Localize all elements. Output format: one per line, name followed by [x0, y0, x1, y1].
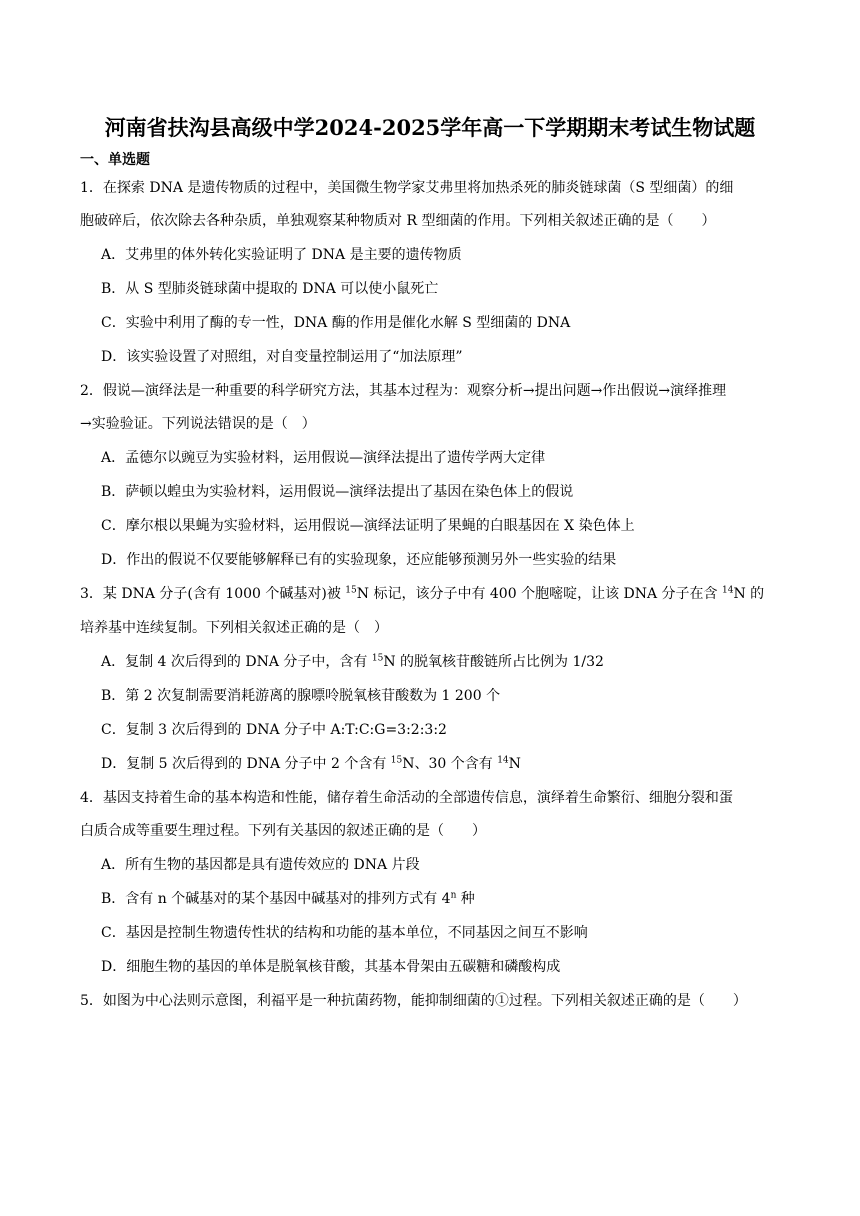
question-3-stem-line-2: 培养基中连续复制。下列相关叙述正确的是（ ）: [80, 620, 388, 636]
question-3-option-a: [101, 652, 784, 672]
q3-text-part: N 的: [733, 586, 765, 602]
isotope-superscript: 15: [345, 585, 357, 596]
question-1-option-c: C．实验中利用了酶的专一性，DNA 酶的作用是催化水解 S 型细菌的 DNA: [101, 315, 571, 331]
question-2-option-d: D．作出的假说不仅要能够解释已有的实验现象，还应能够预测另外一些实验的结果: [101, 552, 617, 568]
question-2-option-a: A．孟德尔以豌豆为实验材料，运用假说—演绎法提出了遗传学两大定律: [101, 450, 546, 466]
exponent-superscript: n: [450, 890, 457, 901]
question-4-option-c: C．基因是控制生物遗传性状的结构和功能的基本单位，不同基因之间互不影响: [101, 925, 588, 941]
question-1-option-b: B．从 S 型肺炎链球菌中提取的 DNA 可以使小鼠死亡: [101, 281, 439, 297]
question-1-option-a: A．艾弗里的体外转化实验证明了 DNA 是主要的遗传物质: [101, 247, 462, 263]
question-3-stem-line-1: [80, 584, 784, 604]
question-3-option-c: C．复制 3 次后得到的 DNA 分子中 A:T:C:G=3:2:3:2: [101, 722, 447, 738]
question-3-option-b: B．第 2 次复制需要消耗游离的腺嘌呤脱氧核苷酸数为 1 200 个: [101, 688, 501, 704]
question-2-option-c: C．摩尔根以果蝇为实验材料，运用假说—演绎法证明了果蝇的白眼基因在 X 染色体上: [101, 518, 635, 534]
question-5-stem-line-1: 5．如图为中心法则示意图，利福平是一种抗菌药物，能抑制细菌的①过程。下列相关叙述正确的是（ ）: [80, 993, 747, 1009]
q3-option-a-text: N 的脱氧核苷酸链所占比例为 1/32: [383, 654, 604, 670]
question-1-option-d: D．该实验设置了对照组，对自变量控制运用了“加法原理”: [101, 349, 463, 365]
q3-option-d-text: N: [508, 756, 521, 772]
question-2-stem-line-1: 2．假说—演绎法是一种重要的科学研究方法，其基本过程为：观察分析→提出问题→作出假说→演绎推理: [80, 383, 727, 399]
q3-option-d-text: D．复制 5 次后得到的 DNA 分子中 2 个含有: [101, 756, 391, 772]
question-3-option-d: [101, 754, 784, 774]
q3-option-a-text: A．复制 4 次后得到的 DNA 分子中，含有: [101, 654, 372, 670]
question-4-option-b: [101, 889, 784, 909]
question-2-option-b: B．萨顿以蝗虫为实验材料，运用假说—演绎法提出了基因在染色体上的假说: [101, 484, 574, 500]
section-heading: 一、单选题: [80, 152, 150, 168]
exam-title: 河南省扶沟县高级中学2024-2025学年高一下学期期末考试生物试题: [104, 115, 756, 140]
question-2-stem-line-2: →实验验证。下列说法错误的是（ ）: [80, 416, 316, 432]
question-4-option-d: D．细胞生物的基因的单体是脱氧核苷酸，其基本骨架由五碳糖和磷酸构成: [101, 959, 561, 975]
q4-option-b-text: B．含有 n 个碱基对的某个基因中碱基对的排列方式有 4: [101, 891, 451, 907]
isotope-superscript: 14: [497, 755, 509, 766]
question-4-stem-line-2: 白质合成等重要生理过程。下列有关基因的叙述正确的是（ ）: [80, 823, 486, 839]
q3-option-d-text: N、30 个含有: [402, 756, 498, 772]
question-1-stem-line-2: 胞破碎后，依次除去各种杂质，单独观察某种物质对 R 型细菌的作用。下列相关叙述正确的是（ ）: [80, 213, 716, 229]
isotope-superscript: 14: [722, 585, 734, 596]
question-4-stem-line-1: 4．基因支持着生命的基本构造和性能，储存着生命活动的全部遗传信息，演绎着生命繁衍、细胞分裂和蛋: [80, 790, 733, 806]
q3-text-part: N 标记，该分子中有 400 个胞嘧啶，让该 DNA 分子在含: [356, 586, 723, 602]
isotope-superscript: 15: [371, 653, 384, 664]
question-1-stem-line-1: 1．在探索 DNA 是遗传物质的过程中，美国微生物学家艾弗里将加热杀死的肺炎链球菌（S 型细菌）的细: [80, 180, 734, 196]
q3-text-part: 3．某 DNA 分子(含有 1000 个碱基对)被: [80, 586, 346, 602]
q4-option-b-text: 种: [456, 891, 475, 907]
isotope-superscript: 15: [390, 755, 403, 766]
question-4-option-a: A．所有生物的基因都是具有遗传效应的 DNA 片段: [101, 857, 420, 873]
